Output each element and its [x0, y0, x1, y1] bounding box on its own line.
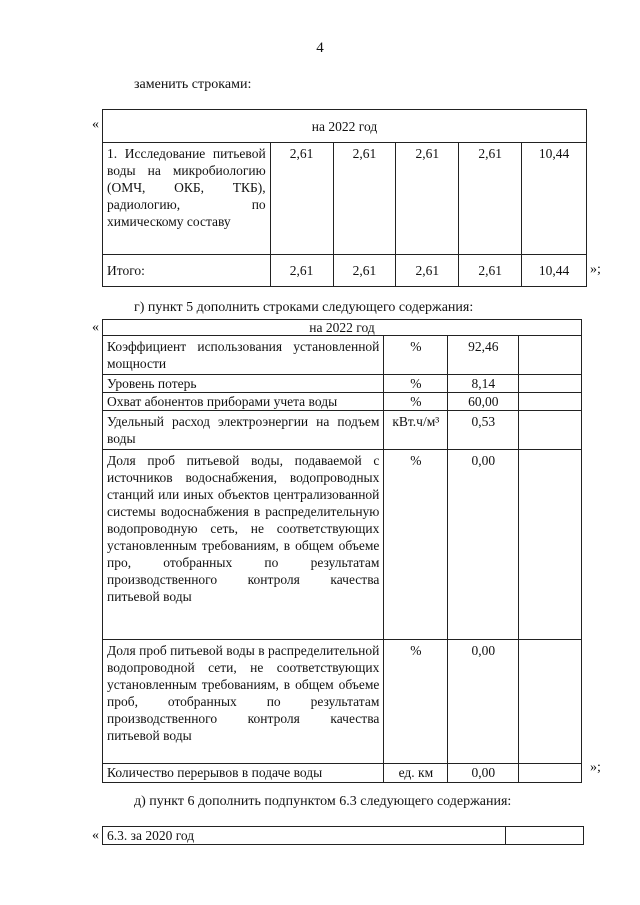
paragraph-item-6: д) пункт 6 дополнить подпунктом 6.3 следующего содержания:: [134, 794, 512, 809]
table-2020: [102, 826, 584, 845]
table2-row-empty: [519, 375, 582, 393]
page-number: 4: [316, 40, 324, 56]
table2-row-value: 8,14: [448, 375, 519, 393]
table2-row-unit: кВт.ч/м³: [384, 411, 448, 450]
close-quote: »;: [590, 262, 601, 277]
table3-empty: [506, 827, 584, 845]
table2-row-value: 0,53: [448, 411, 519, 450]
table2-row-value: 60,00: [448, 393, 519, 411]
table1-row-value: 2,61: [396, 143, 459, 255]
table-2022-research: [102, 109, 587, 287]
table1-header: на 2022 год: [103, 110, 587, 143]
table2-header: на 2022 год: [103, 320, 582, 336]
table2-row-empty: [519, 764, 582, 783]
open-quote: «: [92, 828, 99, 843]
table2-row-empty: [519, 411, 582, 450]
table1-total-value: 2,61: [459, 255, 522, 287]
table2-row-empty: [519, 640, 582, 764]
table2-row-unit: %: [384, 450, 448, 640]
table1-row-value: 2,61: [333, 143, 396, 255]
table1-row-value: 10,44: [522, 143, 587, 255]
table2-row-value: 0,00: [448, 450, 519, 640]
table1-row-value: 2,61: [459, 143, 522, 255]
table2-row-label: Охват абонентов приборами учета воды: [103, 393, 384, 411]
table2-row-label: Коэффициент использования установленной мощности: [103, 336, 384, 375]
paragraph-replace-rows: заменить строками:: [134, 77, 252, 92]
table2-row-label: Уровень потерь: [103, 375, 384, 393]
table2-row-label: Доля проб питьевой воды, подаваемой с источников водоснабжения, водопроводных станций или иных объектов централизованной системы водоснабжения в распределительную водопроводную сеть, не соответствующих установленным требованиям, в общем объеме про, отобранных по результатам производственного контроля качества питьевой воды: [103, 450, 384, 640]
table2-row-empty: [519, 393, 582, 411]
table2-row-empty: [519, 336, 582, 375]
table2-row-value: 92,46: [448, 336, 519, 375]
paragraph-item-5: г) пункт 5 дополнить строками следующего содержания:: [134, 300, 474, 315]
table3-label: 6.3. за 2020 год: [103, 827, 506, 845]
table1-total-value: 2,61: [270, 255, 333, 287]
table1-total-value: 10,44: [522, 255, 587, 287]
table1-row-value: 2,61: [270, 143, 333, 255]
table2-row-unit: %: [384, 640, 448, 764]
table2-row-value: 0,00: [448, 640, 519, 764]
table1-total-value: 2,61: [396, 255, 459, 287]
table2-row-value: 0,00: [448, 764, 519, 783]
table2-row-unit: %: [384, 393, 448, 411]
table2-row-unit: %: [384, 375, 448, 393]
table2-row-unit: ед. км: [384, 764, 448, 783]
table1-row-label: 1. Исследование питьевой воды на микробиологию (ОМЧ, ОКБ, ТКБ), радиологию, по химическому составу: [103, 143, 271, 255]
table1-total-value: 2,61: [333, 255, 396, 287]
table2-row-label: Доля проб питьевой воды в распределительной водопроводной сети, не соответствующих установленным требованиям, в общем объеме проб, отобранных по результатам производственного контроля качества питьевой воды: [103, 640, 384, 764]
table2-row-empty: [519, 450, 582, 640]
table2-row-label: Удельный расход электроэнергии на подъем воды: [103, 411, 384, 450]
open-quote: «: [92, 320, 99, 335]
table1-total-label: Итого:: [103, 255, 271, 287]
table-2022-indicators: [102, 319, 582, 783]
table2-row-unit: %: [384, 336, 448, 375]
open-quote: «: [92, 117, 99, 132]
table2-row-label: Количество перерывов в подаче воды: [103, 764, 384, 783]
close-quote: »;: [590, 760, 601, 775]
